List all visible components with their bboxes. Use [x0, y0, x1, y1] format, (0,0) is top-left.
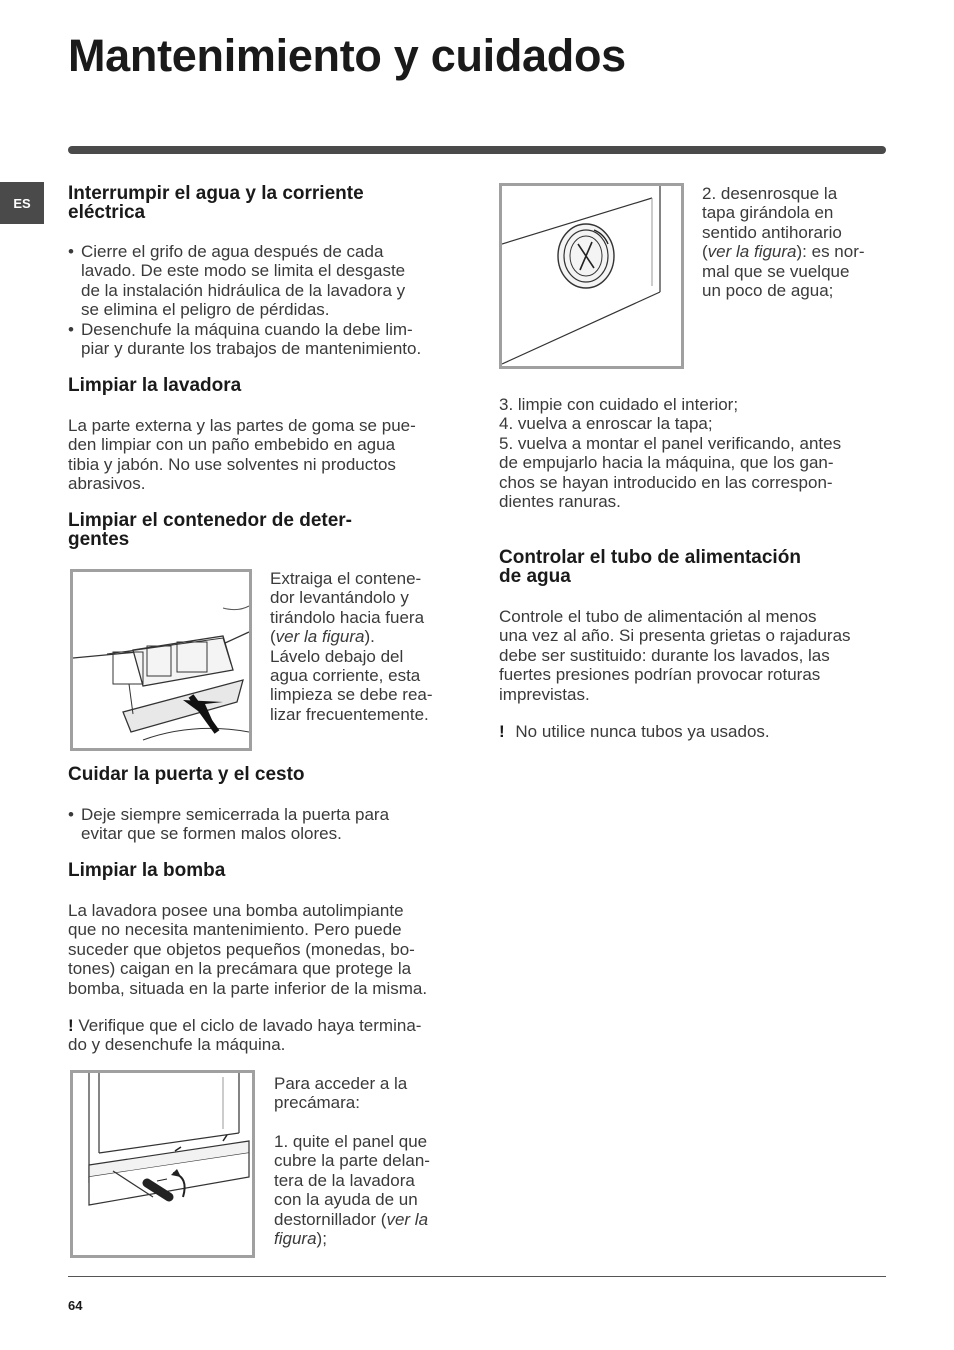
section-heading-pump: Limpiar la bomba [68, 860, 226, 881]
language-tab: ES [0, 182, 44, 224]
bullet-item: • Desenchufe la máquina cuando la debe lim- piar y durante los trabajos de mantenimiento. [68, 320, 458, 359]
warning-mark: ! [499, 722, 505, 741]
section-heading-hose: Controlar el tubo de alimentación de agua [499, 547, 801, 587]
hose-text: Controle el tubo de alimentación al menos una vez al año. Si presenta grietas o rajaduras debe ser sustituido: durante los lavados, las fuertes presiones podrían provocar roturas imprevistas. [499, 607, 851, 704]
section-heading-door: Cuidar la puerta y el cesto [68, 764, 305, 785]
door-bullet: • Deje siempre semicerrada la puerta para evitar que se formen malos olores. [68, 805, 471, 844]
front-panel-screwdriver-illustration [73, 1073, 252, 1255]
section-heading-detergent: Limpiar el contenedor de deter- gentes [68, 510, 352, 550]
detergent-drawer-illustration [73, 572, 249, 748]
front-panel-figure [70, 1070, 255, 1258]
page-number: 64 [68, 1298, 83, 1313]
water-bullets [68, 242, 458, 358]
section-heading-clean: Limpiar la lavadora [68, 375, 242, 396]
pump-cap-figure [499, 183, 684, 369]
bullet-item: • Cierre el grifo de agua después de cada lavado. De este modo se limita el desgaste de la instalación hidráulica de la lavadora y se elimina el peligro de pérdidas. [68, 242, 458, 320]
detergent-text: Extraiga el contene- dor levantándolo y tirándolo hacia fuera (ver la figura). Lávelo debajo del agua corriente, esta limpieza se debe rea- lizar frecuentemente. [270, 569, 433, 724]
pump-step2: 2. desenrosque la tapa girándola en sentido antihorario (ver la figura): es nor- mal que se vuelque un poco de agua; [702, 184, 865, 301]
header-rule [68, 146, 886, 154]
pump-step1: 1. quite el panel que cubre la parte delan- tera de la lavadora con la ayuda de un destornillador (ver la figura); [274, 1132, 430, 1249]
page-title: Mantenimiento y cuidados [68, 30, 626, 81]
pump-access-text: Para acceder a la precámara: [274, 1074, 408, 1113]
detergent-drawer-figure [70, 569, 252, 751]
hose-warning: ! No utilice nunca tubos ya usados. [499, 722, 770, 741]
pump-text: La lavadora posee una bomba autolimpiante que no necesita mantenimiento. Pero puede suceder que objetos pequeños (monedas, bo- tones) caigan en la precámara que protege la bomba, situada en la parte inferior de la misma. [68, 901, 428, 998]
clean-text: La parte externa y las partes de goma se pue- den limpiar con un paño embebido en agua tibia y jabón. No use solventes ni productos abrasivos. [68, 416, 416, 494]
section-heading: Interrumpir el agua y la corriente eléctrica [68, 183, 364, 223]
pump-steps-3-5: 3. limpie con cuidado el interior; 4. vuelva a enroscar la tapa; 5. vuelva a montar el panel verificando, antes de empujarlo hacia la máquina, que los gan- chos se hayan introducido en las correspon- dientes ranuras. [499, 395, 842, 512]
footer-rule [68, 1276, 886, 1277]
section-water [68, 184, 448, 222]
pump-warning: ! Verifique que el ciclo de lavado haya termina- do y desenchufe la máquina. [68, 1016, 422, 1055]
warning-mark: ! [68, 1016, 74, 1035]
pump-cap-illustration [502, 186, 681, 366]
